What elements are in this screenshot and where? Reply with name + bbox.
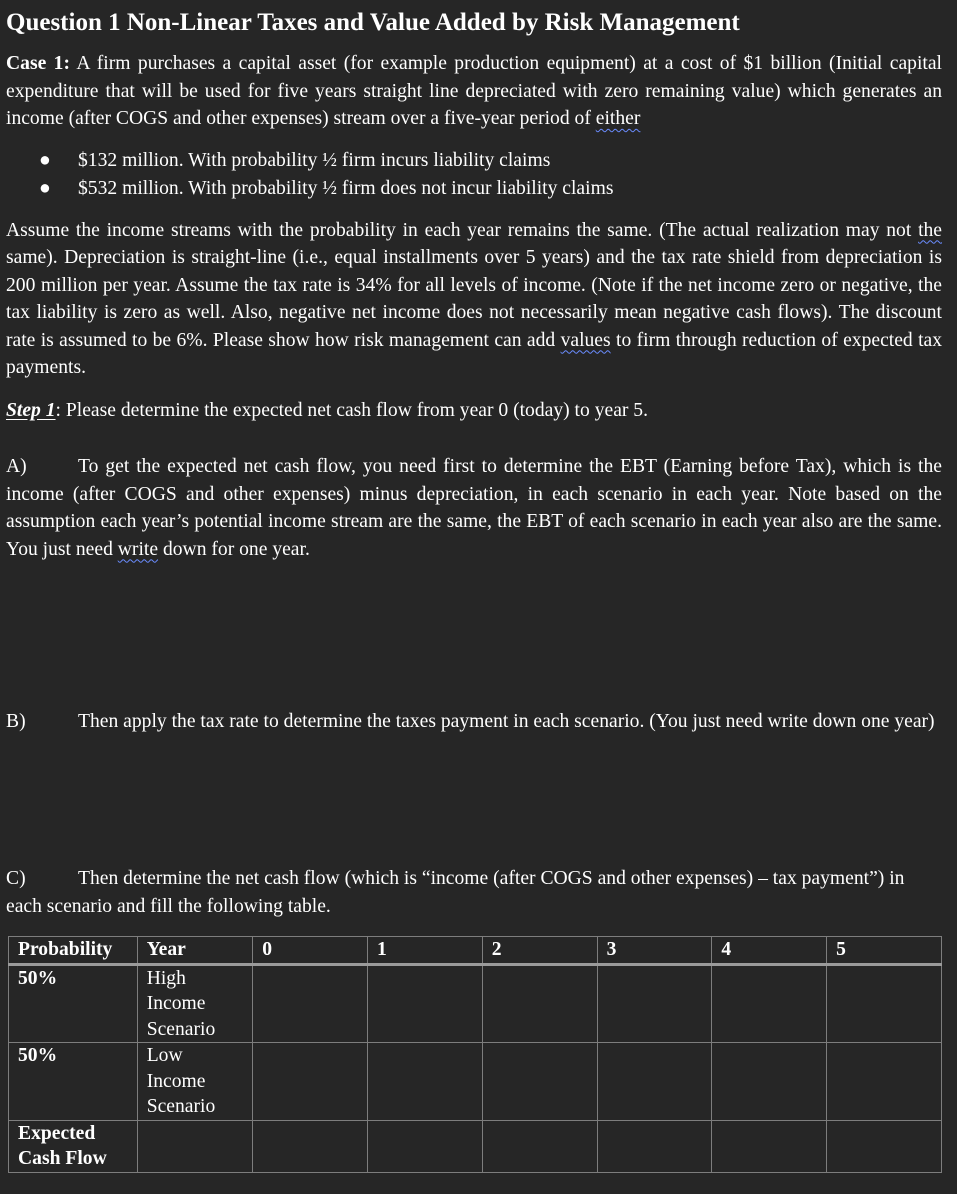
cash-flow-cell-year-0[interactable] [253,1043,368,1121]
assume-text-1: Assume the income streams with the probability in each year remains the same. (The actual realization may not [6,219,919,241]
scenario-line: Income [146,993,206,1014]
section-a-text: To get the expected net cash flow, you need first to determine the EBT (Earning before Tax), which is the income (after COGS and other expenses) minus depreciation, in each scenario in each year. Note based on the assumption each year’s potential income stream are the same, the EBT of each scenario in each year also are the same. You just need [6,456,942,560]
table-row-expected [9,1120,942,1172]
cash-flow-cell-year-1[interactable] [368,1043,483,1121]
scenario-line: Income [146,1070,206,1092]
cash-flow-cell-year-3[interactable] [597,964,712,1043]
header-year-1: 1 [368,937,483,965]
section-c-marker: C) [6,868,26,889]
header-year-2: 2 [482,937,597,965]
expected-cell-year-1[interactable] [368,1120,483,1172]
the-word: the [918,219,942,241]
table-header-row [9,937,942,965]
cash-flow-table [8,936,942,1173]
expected-label-line: Cash Flow [18,1148,107,1169]
expected-cell-year-4[interactable] [712,1120,827,1172]
section-b-paragraph [6,708,942,736]
section-b-marker: B) [6,711,26,732]
cash-flow-cell-year-2[interactable] [482,1043,597,1121]
section-a-marker: A) [6,456,27,477]
header-year-5: 5 [827,937,942,965]
cash-flow-cell-year-5[interactable] [827,964,942,1043]
step-1-text: : Please determine the expected net cash flow from year 0 (today) to year 5. [55,399,649,421]
header-year: Year [137,937,253,965]
cash-flow-cell-year-2[interactable] [482,964,597,1043]
section-a-text-end: down for one year. [158,538,310,560]
question-title: Question 1 Non-Linear Taxes and Value Added by Risk Management [6,9,740,36]
header-year-4: 4 [712,937,827,965]
bullet-text: $532 million. With probability ½ firm does not incur liability claims [78,177,614,199]
expected-label-line: Expected [18,1122,96,1144]
scenario-line: High [146,967,186,989]
probability-cell: 50% [9,964,138,1043]
expected-cell-year-5[interactable] [827,1120,942,1172]
table-row-high-income [9,964,942,1043]
bullet-item-high-liability [6,147,942,175]
case-1-paragraph [6,50,942,133]
header-probability: Probability [9,937,138,965]
scenario-cell [137,964,253,1043]
cash-flow-cell-year-1[interactable] [368,964,483,1043]
expected-cash-flow-label [9,1120,138,1172]
cash-flow-cell-year-5[interactable] [827,1043,942,1121]
expected-cell-year-2[interactable] [482,1120,597,1172]
step-1-label: Step 1 [6,399,56,421]
bullet-dot-icon: ● [39,177,51,199]
step-1-paragraph [6,397,942,425]
case-1-text: A firm purchases a capital asset (for example production equipment) at a cost of $1 billion (Initial capital expenditure that will be used for five years straight line depreciated with zero remaining value) which generates an income (after COGS and other expenses) stream over a five-year period of [6,53,942,129]
assume-text-2: same). Depreciation is straight-line (i.e., equal installments over 5 years) and the tax rate shield from depreciation is 200 million per year. Assume the tax rate is 34% for all levels of income. (Note if the net income zero or negative, the tax liability is zero as well. Also, negative net income does not necessarily mean negative cash flows). The discount rate is assumed to be 6%. Please show how risk management can add [6,247,942,351]
scenario-cell-empty [137,1120,253,1172]
probability-cell: 50% [9,1043,138,1121]
table-row-low-income [9,1043,942,1121]
section-c-text: Then determine the net cash flow (which is “income (after COGS and other expenses) – tax payment”) in each scenario and fill the following table. [6,868,905,917]
section-b-text: Then apply the tax rate to determine the taxes payment in each scenario. (You just need write down one year) [78,711,935,732]
scenario-line: Scenario [146,1096,216,1117]
bullet-dot-icon: ● [39,149,51,171]
values-word: values [560,329,611,351]
cash-flow-cell-year-4[interactable] [712,1043,827,1121]
scenario-line: Low [146,1045,183,1066]
header-year-0: 0 [253,937,368,965]
bullet-item-no-liability [6,175,942,203]
cash-flow-cell-year-0[interactable] [253,964,368,1043]
income-bullets [6,147,942,203]
cash-flow-cell-year-4[interactable] [712,964,827,1043]
header-year-3: 3 [597,937,712,965]
section-a-paragraph [6,453,942,563]
section-c-paragraph [6,865,942,920]
assumptions-paragraph [6,217,942,382]
expected-cell-year-3[interactable] [597,1120,712,1172]
scenario-cell [137,1043,253,1121]
bullet-text: $132 million. With probability ½ firm incurs liability claims [78,149,551,171]
either-word: either [595,108,641,129]
cash-flow-cell-year-3[interactable] [597,1043,712,1121]
write-word: write [117,538,159,560]
assume-text-3: to firm through reduction of expected tax payments. [6,329,943,378]
case-1-label: Case 1: [6,53,70,74]
expected-cell-year-0[interactable] [253,1120,368,1172]
scenario-line: Scenario [146,1018,216,1040]
